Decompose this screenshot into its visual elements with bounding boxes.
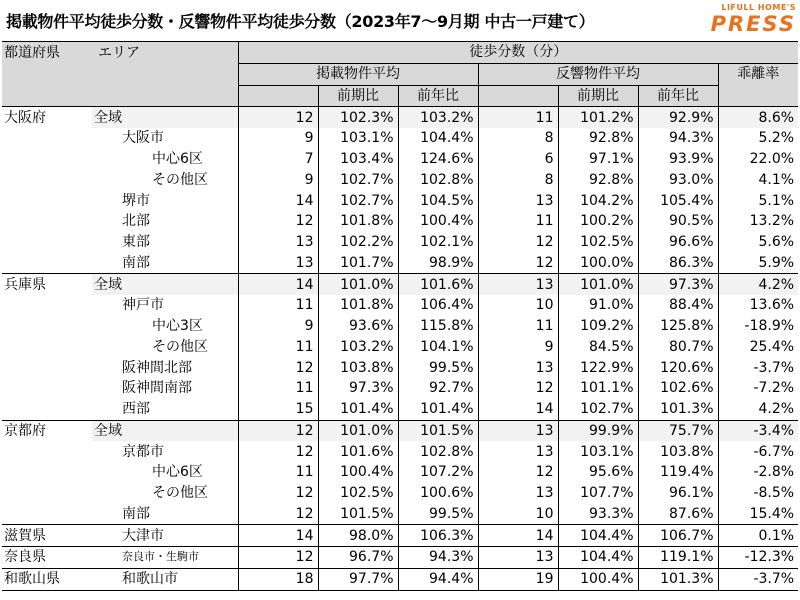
cell-listed-minutes: 14 bbox=[238, 274, 318, 295]
cell-response-minutes: 13 bbox=[478, 547, 558, 569]
table-row bbox=[2, 399, 798, 420]
cell-area: 北部 bbox=[92, 211, 238, 232]
cell-response-minutes: 13 bbox=[478, 420, 558, 441]
cell-response-minutes: 12 bbox=[478, 232, 558, 253]
cell-response-minutes: 13 bbox=[478, 190, 558, 211]
cell-prefecture: 京都府 bbox=[2, 420, 92, 441]
cell-area: 大阪市 bbox=[92, 128, 238, 149]
table-row bbox=[2, 190, 798, 211]
cell-prefecture: 奈良県 bbox=[2, 547, 92, 569]
cell-prefecture bbox=[2, 504, 92, 525]
page-title: 掲載物件平均徒歩分数・反響物件平均徒歩分数（2023年7～9月期 中古一戸建て） bbox=[6, 12, 595, 31]
cell-area: 全域 bbox=[92, 420, 238, 441]
cell-listed-yoy: 102.8% bbox=[398, 170, 478, 191]
header-walk-minutes: 徒歩分数（分） bbox=[238, 42, 798, 64]
cell-area: 和歌山市 bbox=[92, 568, 238, 590]
cell-response-yoy: 86.3% bbox=[638, 253, 718, 274]
cell-response-qoq: 101.2% bbox=[558, 107, 638, 128]
cell-response-yoy: 90.5% bbox=[638, 211, 718, 232]
cell-response-qoq: 103.1% bbox=[558, 441, 638, 462]
cell-listed-minutes: 14 bbox=[238, 525, 318, 547]
cell-gap-rate: 4.2% bbox=[718, 274, 798, 295]
cell-gap-rate: -7.2% bbox=[753, 380, 795, 397]
cell-listed-qoq: 101.7% bbox=[318, 253, 398, 274]
cell-listed-minutes: 11 bbox=[238, 462, 318, 483]
cell-response-qoq: 100.2% bbox=[558, 211, 638, 232]
cell-listed-minutes: 13 bbox=[238, 232, 318, 253]
cell-area: 阪神間北部 bbox=[92, 357, 238, 378]
cell-listed-yoy: 101.6% bbox=[398, 274, 478, 295]
cell-listed-yoy: 94.3% bbox=[398, 547, 478, 569]
cell-prefecture bbox=[2, 399, 92, 420]
table-body bbox=[2, 107, 798, 590]
cell-prefecture bbox=[2, 170, 92, 191]
cell-listed-yoy: 124.6% bbox=[398, 149, 478, 170]
cell-prefecture bbox=[2, 295, 92, 316]
header-response-qoq: 前期比 bbox=[558, 85, 638, 107]
cell-prefecture bbox=[2, 128, 92, 149]
cell-response-minutes: 8 bbox=[478, 170, 558, 191]
cell-response-qoq: 104.4% bbox=[558, 547, 638, 569]
header-prefecture: 都道府県 bbox=[2, 42, 92, 64]
cell-response-minutes: 13 bbox=[478, 483, 558, 504]
table-row bbox=[2, 316, 798, 337]
cell-listed-minutes: 9 bbox=[238, 128, 318, 149]
cell-prefecture: 大阪府 bbox=[4, 109, 46, 126]
cell-listed-qoq: 101.0% bbox=[318, 274, 398, 295]
cell-response-qoq: 100.4% bbox=[558, 568, 638, 590]
cell-prefecture bbox=[2, 462, 92, 483]
cell-response-yoy: 125.8% bbox=[638, 316, 718, 337]
cell-area: 京都市 bbox=[92, 441, 238, 462]
cell-response-yoy: 102.6% bbox=[638, 378, 718, 399]
cell-response-yoy: 87.6% bbox=[638, 504, 718, 525]
cell-listed-minutes: 12 bbox=[238, 107, 318, 128]
cell-response-yoy: 92.9% bbox=[638, 107, 718, 128]
cell-listed-minutes: 18 bbox=[238, 568, 318, 590]
cell-area: 東部 bbox=[92, 232, 238, 253]
cell-response-yoy: 97.3% bbox=[638, 274, 718, 295]
cell-response-minutes: 11 bbox=[478, 211, 558, 232]
table-row bbox=[2, 504, 798, 525]
cell-listed-qoq: 97.7% bbox=[318, 568, 398, 590]
cell-area: その他区 bbox=[92, 483, 238, 504]
cell-area: 中心6区 bbox=[92, 149, 238, 170]
cell-response-qoq: 92.8% bbox=[558, 128, 638, 149]
cell-listed-minutes: 14 bbox=[238, 190, 318, 211]
cell-response-minutes: 13 bbox=[478, 274, 558, 295]
table-row bbox=[2, 128, 798, 149]
cell-prefecture bbox=[2, 253, 92, 274]
logo-subtext: LIFULL HOME'S bbox=[721, 3, 796, 12]
cell-response-yoy: 88.4% bbox=[638, 295, 718, 316]
cell-response-minutes: 10 bbox=[478, 504, 558, 525]
cell-response-yoy: 106.7% bbox=[638, 525, 718, 547]
cell-response-minutes: 12 bbox=[478, 462, 558, 483]
table-row bbox=[2, 274, 798, 295]
cell-response-yoy: 105.4% bbox=[638, 190, 718, 211]
cell-prefecture bbox=[2, 232, 92, 253]
header-response-avg: 反響物件平均 bbox=[478, 63, 718, 85]
cell-listed-qoq: 101.6% bbox=[318, 441, 398, 462]
cell-listed-minutes: 13 bbox=[238, 253, 318, 274]
header-blank bbox=[238, 85, 318, 107]
table-row bbox=[2, 462, 798, 483]
table-row bbox=[2, 149, 798, 170]
cell-gap-rate: 5.9% bbox=[758, 254, 795, 271]
cell-listed-minutes: 7 bbox=[238, 149, 318, 170]
cell-response-minutes: 14 bbox=[478, 399, 558, 420]
cell-response-minutes: 8 bbox=[478, 128, 558, 149]
cell-response-qoq: 97.1% bbox=[558, 149, 638, 170]
cell-gap-rate: 4.1% bbox=[758, 171, 795, 188]
cell-listed-minutes: 12 bbox=[238, 357, 318, 378]
cell-listed-yoy: 104.5% bbox=[398, 190, 478, 211]
table-row bbox=[2, 525, 798, 547]
cell-listed-minutes: 12 bbox=[238, 504, 318, 525]
table-row bbox=[2, 357, 798, 378]
cell-gap-rate: -3.4% bbox=[718, 420, 798, 441]
cell-listed-minutes: 12 bbox=[238, 547, 318, 569]
cell-prefecture bbox=[2, 483, 92, 504]
cell-response-minutes: 13 bbox=[478, 357, 558, 378]
cell-response-qoq: 104.4% bbox=[558, 525, 638, 547]
cell-listed-yoy: 107.2% bbox=[398, 462, 478, 483]
cell-listed-minutes: 11 bbox=[238, 337, 318, 358]
cell-gap-rate: -3.7% bbox=[718, 568, 798, 590]
cell-gap-rate: -2.8% bbox=[753, 464, 795, 481]
cell-listed-minutes: 12 bbox=[238, 483, 318, 504]
cell-gap-rate: 5.6% bbox=[758, 234, 795, 251]
cell-response-yoy: 93.9% bbox=[638, 149, 718, 170]
walk-minutes-table bbox=[2, 41, 798, 591]
cell-listed-yoy: 99.5% bbox=[398, 504, 478, 525]
cell-listed-qoq: 97.3% bbox=[318, 378, 398, 399]
cell-listed-qoq: 101.4% bbox=[318, 399, 398, 420]
cell-response-minutes: 13 bbox=[478, 441, 558, 462]
cell-area: 全域 bbox=[92, 274, 238, 295]
cell-prefecture bbox=[2, 211, 92, 232]
cell-listed-minutes: 12 bbox=[238, 420, 318, 441]
cell-prefecture: 和歌山県 bbox=[2, 568, 92, 590]
cell-listed-qoq: 102.3% bbox=[318, 107, 398, 128]
cell-response-qoq: 93.3% bbox=[558, 504, 638, 525]
cell-listed-yoy: 100.6% bbox=[398, 483, 478, 504]
cell-gap-rate: 0.1% bbox=[718, 525, 798, 547]
cell-response-qoq: 91.0% bbox=[558, 295, 638, 316]
cell-response-minutes: 11 bbox=[478, 316, 558, 337]
cell-response-qoq: 84.5% bbox=[558, 337, 638, 358]
cell-response-minutes: 11 bbox=[478, 107, 558, 128]
cell-gap-rate: -3.7% bbox=[753, 359, 795, 376]
cell-response-qoq: 107.7% bbox=[558, 483, 638, 504]
cell-gap-rate: 25.4% bbox=[749, 338, 795, 355]
cell-area: 奈良市・生駒市 bbox=[92, 547, 238, 569]
cell-listed-qoq: 101.8% bbox=[318, 211, 398, 232]
cell-listed-yoy: 115.8% bbox=[398, 316, 478, 337]
table-row bbox=[2, 337, 798, 358]
cell-listed-yoy: 102.8% bbox=[398, 441, 478, 462]
cell-listed-qoq: 93.6% bbox=[318, 316, 398, 337]
cell-listed-minutes: 12 bbox=[238, 441, 318, 462]
cell-response-qoq: 101.1% bbox=[558, 378, 638, 399]
cell-listed-qoq: 101.0% bbox=[318, 420, 398, 441]
cell-listed-qoq: 101.8% bbox=[318, 295, 398, 316]
cell-gap-rate: 8.6% bbox=[718, 107, 798, 128]
cell-listed-yoy: 102.1% bbox=[398, 232, 478, 253]
cell-response-yoy: 93.0% bbox=[638, 170, 718, 191]
cell-listed-minutes: 12 bbox=[238, 211, 318, 232]
cell-gap-rate: 13.6% bbox=[749, 297, 795, 314]
title-bar bbox=[0, 0, 800, 40]
table-row bbox=[2, 232, 798, 253]
cell-listed-yoy: 99.5% bbox=[398, 357, 478, 378]
cell-area: 中心3区 bbox=[92, 316, 238, 337]
cell-listed-qoq: 100.4% bbox=[318, 462, 398, 483]
brand-logo bbox=[700, 3, 796, 35]
cell-response-qoq: 102.5% bbox=[558, 232, 638, 253]
cell-response-qoq: 95.6% bbox=[558, 462, 638, 483]
cell-prefecture bbox=[2, 337, 92, 358]
cell-listed-qoq: 101.5% bbox=[318, 504, 398, 525]
cell-listed-yoy: 100.4% bbox=[398, 211, 478, 232]
cell-response-minutes: 9 bbox=[478, 337, 558, 358]
cell-prefecture bbox=[2, 316, 92, 337]
cell-response-yoy: 96.1% bbox=[638, 483, 718, 504]
cell-listed-qoq: 98.0% bbox=[318, 525, 398, 547]
cell-prefecture bbox=[2, 378, 92, 399]
cell-area: 阪神間南部 bbox=[92, 378, 238, 399]
cell-response-yoy: 119.4% bbox=[638, 462, 718, 483]
cell-listed-qoq: 102.7% bbox=[318, 170, 398, 191]
cell-prefecture bbox=[2, 149, 92, 170]
cell-response-minutes: 12 bbox=[478, 253, 558, 274]
cell-gap-rate: 5.1% bbox=[758, 192, 795, 209]
cell-response-qoq: 102.7% bbox=[558, 399, 638, 420]
cell-response-minutes: 6 bbox=[478, 149, 558, 170]
cell-response-minutes: 10 bbox=[478, 295, 558, 316]
cell-listed-qoq: 103.1% bbox=[318, 128, 398, 149]
cell-area: 堺市 bbox=[92, 190, 238, 211]
cell-area: 西部 bbox=[92, 399, 238, 420]
table-row bbox=[2, 170, 798, 191]
table-row bbox=[2, 107, 798, 128]
cell-listed-yoy: 106.4% bbox=[398, 295, 478, 316]
cell-response-qoq: 101.0% bbox=[558, 274, 638, 295]
cell-prefecture bbox=[2, 357, 92, 378]
cell-response-yoy: 119.1% bbox=[638, 547, 718, 569]
cell-response-yoy: 103.8% bbox=[638, 441, 718, 462]
cell-response-yoy: 120.6% bbox=[638, 357, 718, 378]
cell-response-qoq: 104.2% bbox=[558, 190, 638, 211]
table-row bbox=[2, 547, 798, 569]
cell-gap-rate: 4.2% bbox=[758, 401, 795, 418]
cell-response-qoq: 109.2% bbox=[558, 316, 638, 337]
cell-response-minutes: 12 bbox=[478, 378, 558, 399]
cell-response-yoy: 80.7% bbox=[638, 337, 718, 358]
cell-listed-yoy: 101.5% bbox=[398, 420, 478, 441]
header-listed-avg: 掲載物件平均 bbox=[238, 63, 478, 85]
cell-gap-rate: -6.7% bbox=[753, 443, 795, 460]
table-row bbox=[2, 483, 798, 504]
cell-prefecture: 兵庫県 bbox=[2, 274, 92, 295]
cell-listed-minutes: 9 bbox=[238, 316, 318, 337]
cell-response-qoq: 99.9% bbox=[558, 420, 638, 441]
cell-listed-yoy: 98.9% bbox=[398, 253, 478, 274]
cell-prefecture bbox=[2, 441, 92, 462]
cell-response-yoy: 101.3% bbox=[638, 399, 718, 420]
cell-listed-minutes: 11 bbox=[238, 378, 318, 399]
cell-response-yoy: 96.6% bbox=[638, 232, 718, 253]
cell-listed-yoy: 103.2% bbox=[398, 107, 478, 128]
cell-listed-qoq: 102.2% bbox=[318, 232, 398, 253]
cell-listed-minutes: 11 bbox=[238, 295, 318, 316]
table-row bbox=[2, 420, 798, 441]
cell-gap-rate: -12.3% bbox=[718, 547, 798, 569]
table-row bbox=[2, 211, 798, 232]
cell-listed-qoq: 102.7% bbox=[318, 190, 398, 211]
cell-response-minutes: 19 bbox=[478, 568, 558, 590]
header-blank bbox=[92, 85, 238, 107]
cell-response-qoq: 92.8% bbox=[558, 170, 638, 191]
cell-area: 大津市 bbox=[92, 525, 238, 547]
cell-gap-rate: 22.0% bbox=[749, 151, 795, 168]
header-blank bbox=[478, 85, 558, 107]
header-listed-yoy: 前年比 bbox=[398, 85, 478, 107]
cell-gap-rate: -18.9% bbox=[744, 318, 795, 335]
cell-prefecture bbox=[2, 190, 92, 211]
cell-listed-minutes: 9 bbox=[238, 170, 318, 191]
header-blank bbox=[2, 63, 92, 85]
cell-response-minutes: 14 bbox=[478, 525, 558, 547]
cell-area: 中心6区 bbox=[92, 462, 238, 483]
cell-area: その他区 bbox=[92, 170, 238, 191]
cell-area: 南部 bbox=[92, 504, 238, 525]
cell-listed-qoq: 103.2% bbox=[318, 337, 398, 358]
cell-listed-yoy: 101.4% bbox=[398, 399, 478, 420]
cell-listed-qoq: 102.5% bbox=[318, 483, 398, 504]
cell-area: その他区 bbox=[92, 337, 238, 358]
cell-response-yoy: 101.3% bbox=[638, 568, 718, 590]
cell-prefecture: 滋賀県 bbox=[2, 525, 92, 547]
cell-response-yoy: 75.7% bbox=[638, 420, 718, 441]
cell-listed-minutes: 15 bbox=[238, 399, 318, 420]
header-blank bbox=[718, 85, 798, 107]
table-row bbox=[2, 253, 798, 274]
cell-listed-yoy: 104.4% bbox=[398, 128, 478, 149]
table-row bbox=[2, 441, 798, 462]
cell-gap-rate: 13.2% bbox=[749, 213, 795, 230]
cell-listed-qoq: 103.8% bbox=[318, 357, 398, 378]
cell-gap-rate: 15.4% bbox=[749, 505, 795, 522]
header-blank bbox=[2, 85, 92, 107]
cell-listed-qoq: 103.4% bbox=[318, 149, 398, 170]
cell-area: 神戸市 bbox=[92, 295, 238, 316]
cell-listed-yoy: 104.1% bbox=[398, 337, 478, 358]
cell-area: 全域 bbox=[92, 107, 238, 128]
table-row bbox=[2, 378, 798, 399]
header-blank bbox=[92, 63, 238, 85]
logo-maintext: PRESS bbox=[710, 12, 796, 36]
table-row bbox=[2, 568, 798, 590]
header-area: エリア bbox=[92, 42, 238, 64]
header-gap-rate: 乖離率 bbox=[718, 63, 798, 85]
cell-area: 南部 bbox=[92, 253, 238, 274]
cell-listed-yoy: 106.3% bbox=[398, 525, 478, 547]
cell-listed-yoy: 92.7% bbox=[398, 378, 478, 399]
header-listed-qoq: 前期比 bbox=[318, 85, 398, 107]
cell-response-qoq: 122.9% bbox=[558, 357, 638, 378]
cell-listed-yoy: 94.4% bbox=[398, 568, 478, 590]
cell-gap-rate: -8.5% bbox=[753, 485, 795, 502]
cell-listed-qoq: 96.7% bbox=[318, 547, 398, 569]
table-row bbox=[2, 295, 798, 316]
header-response-yoy: 前年比 bbox=[638, 85, 718, 107]
cell-gap-rate: 5.2% bbox=[758, 130, 795, 147]
cell-response-qoq: 100.0% bbox=[558, 253, 638, 274]
cell-response-yoy: 94.3% bbox=[638, 128, 718, 149]
